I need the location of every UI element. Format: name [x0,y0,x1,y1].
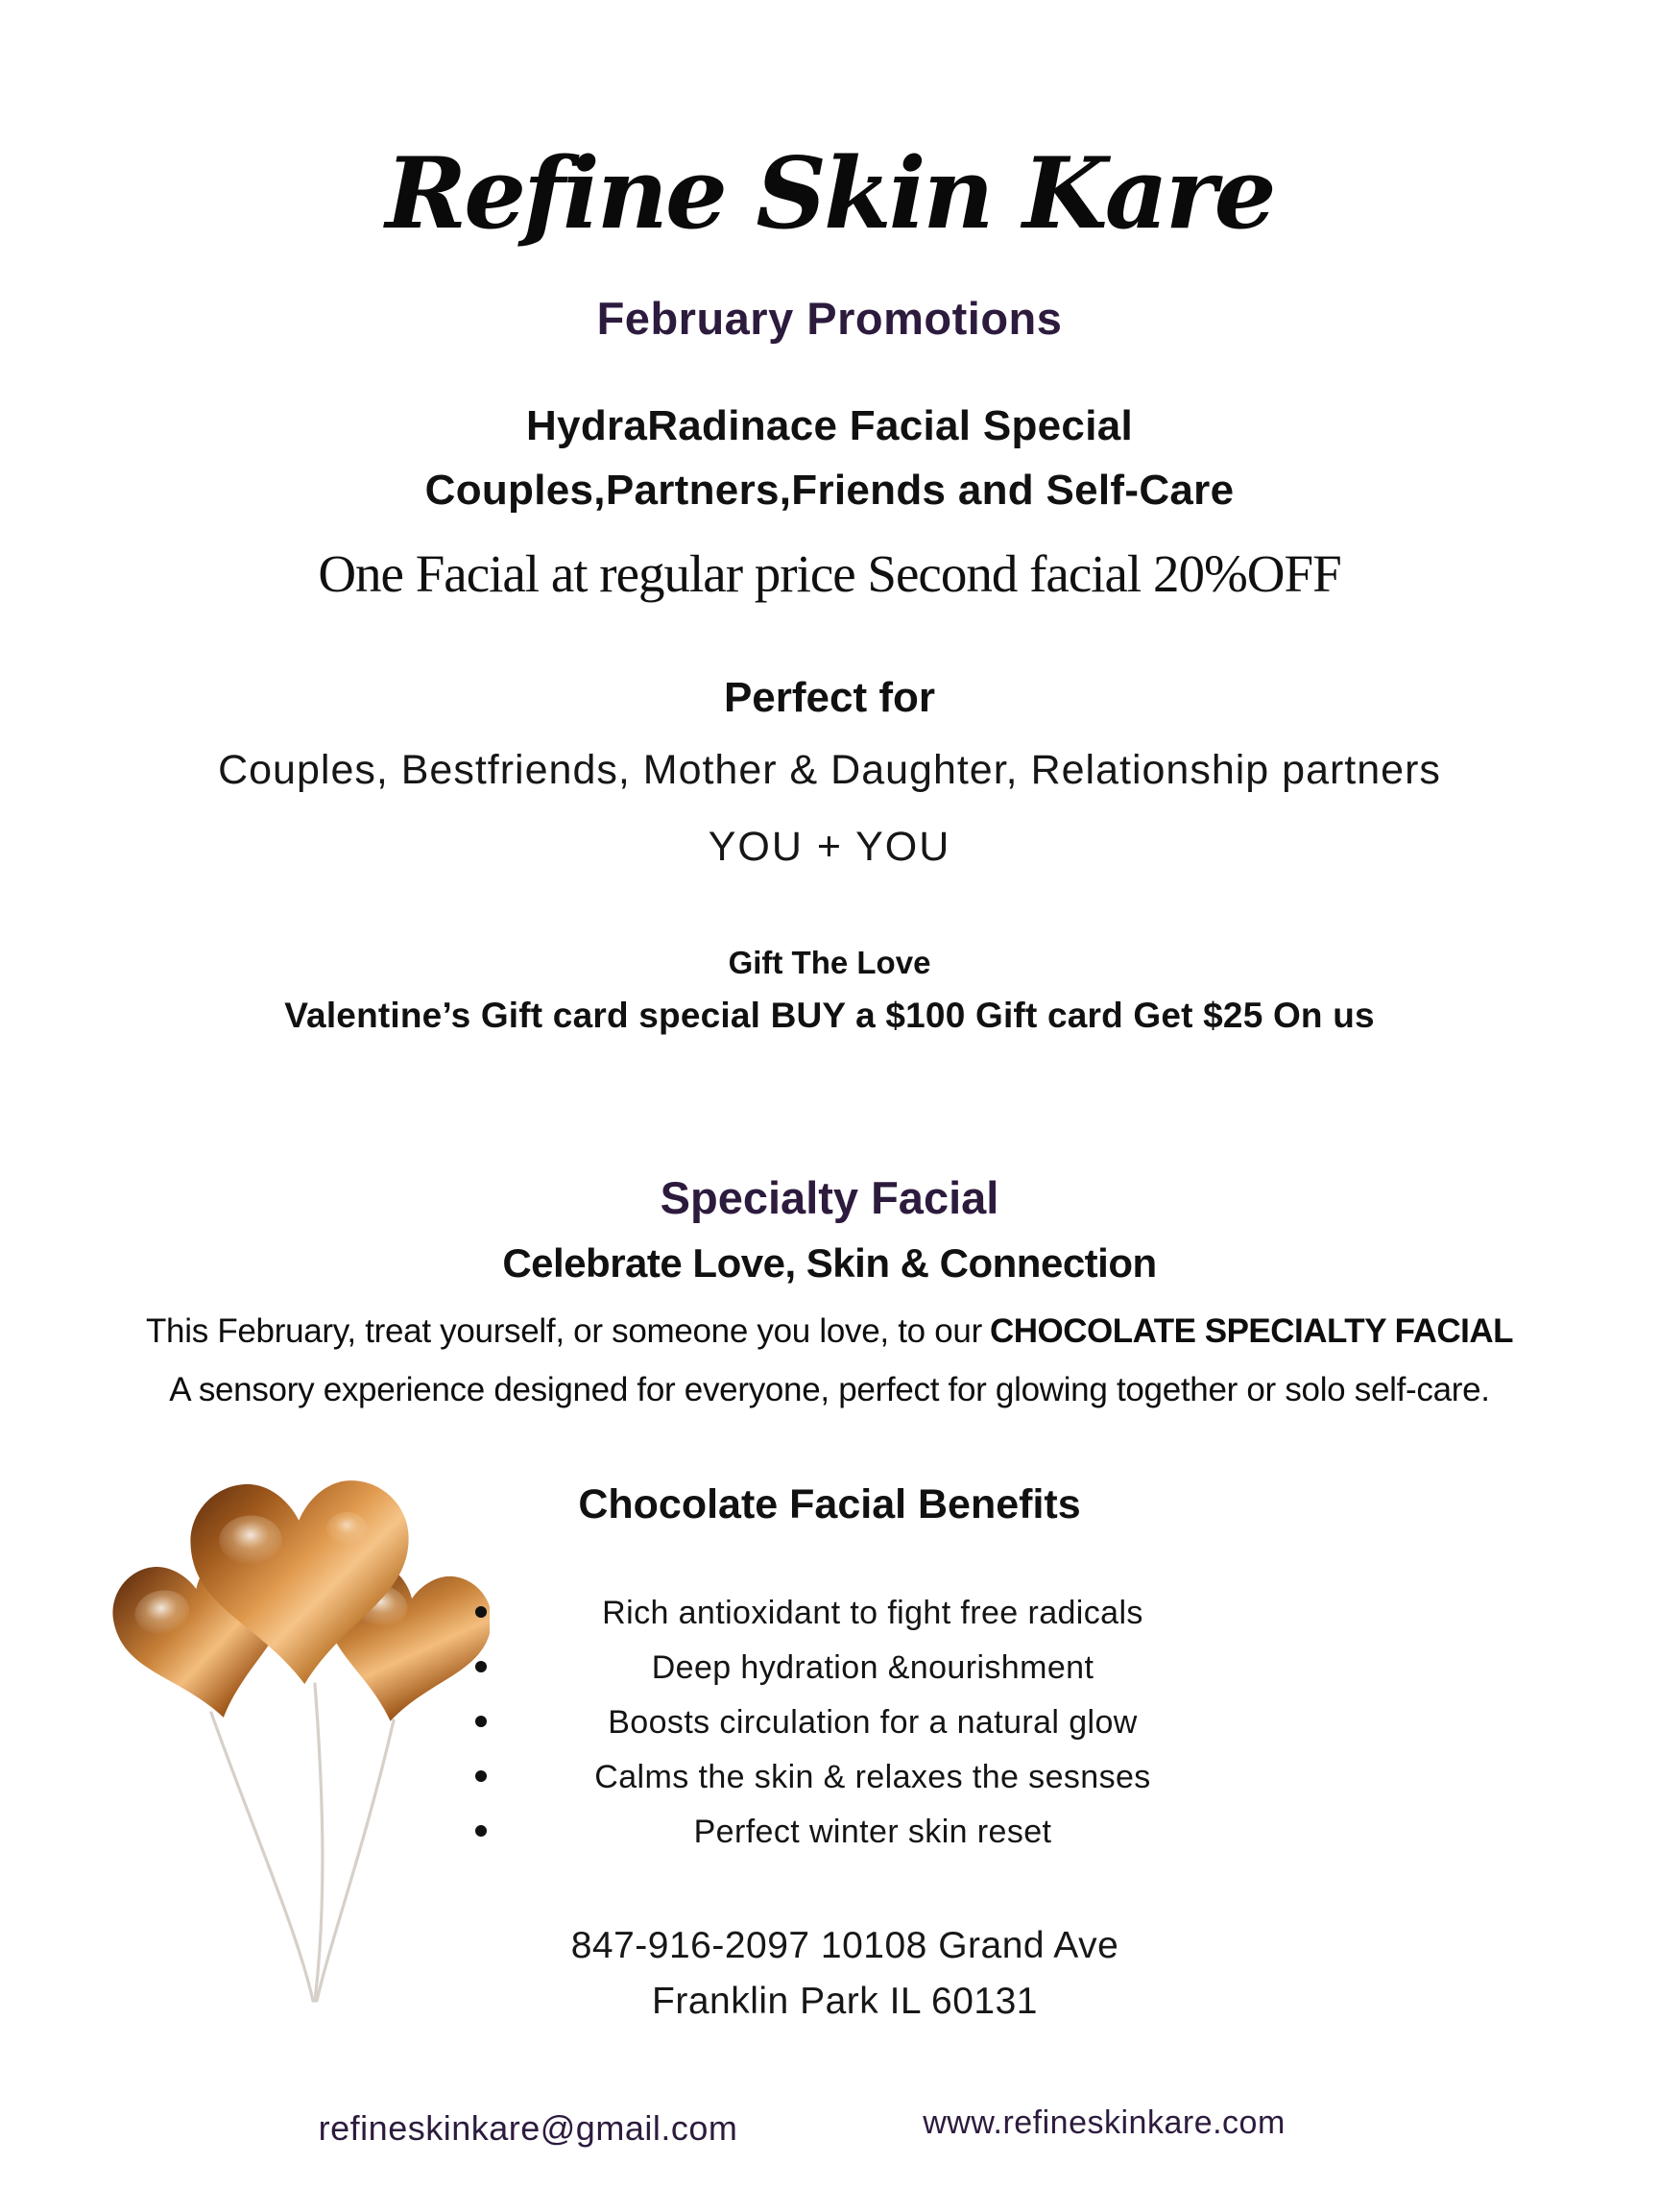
phone-address-line: 847-916-2097 10108 Grand Ave [570,1925,1119,1966]
city-line: Franklin Park IL 60131 [652,1981,1038,2022]
hydra-special-line1: HydraRadinace Facial Special [525,402,1134,449]
contact-email: refineskinkare@gmail.com [318,2108,738,2148]
benefit-text: Calms the skin & relaxes the sesnses [594,1759,1151,1795]
gift-the-love-heading: Gift The Love [728,945,931,980]
celebrate-subheading: Celebrate Love, Skin & Connection [502,1240,1157,1286]
bullet-dot-icon [475,1825,487,1837]
contact-website: www.refineskinkare.com [923,2104,1286,2141]
bullet-dot-icon [475,1716,487,1727]
benefit-text: Rich antioxidant to fight free radicals [602,1595,1143,1631]
february-promotions-heading: February Promotions [596,293,1063,344]
hydra-special-line2: Couples,Partners,Friends and Self-Care [424,467,1235,514]
benefit-text: Perfect winter skin reset [693,1814,1052,1850]
bullet-dot-icon [475,1770,487,1782]
contact-address-block [442,1918,1248,2030]
benefit-text: Deep hydration &nourishment [651,1649,1094,1686]
list-item [475,1805,1243,1860]
specialty-body-pre: This February, treat yourself, or someone you love, to our [145,1312,982,1350]
heart-balloons-image [108,1480,490,2018]
bullet-dot-icon [475,1606,487,1618]
list-item [475,1641,1243,1695]
perfect-for-audience: Couples, Bestfriends, Mother & Daughter, Relationship partners [218,747,1441,793]
chocolate-facial-highlight: CHOCOLATE SPECIALTY FACIAL [989,1312,1514,1350]
benefits-list [475,1586,1243,1860]
list-item [475,1586,1243,1641]
specialty-body-line2: A sensory experience designed for everyone, perfect for glowing together or solo self-care. [169,1371,1490,1408]
benefit-text: Boosts circulation for a natural glow [608,1704,1138,1741]
gift-card-offer-text: Valentine’s Gift card special BUY a $100 Gift card Get $25 On us [284,996,1375,1035]
specialty-facial-heading: Specialty Facial [660,1172,999,1223]
bullet-dot-icon [475,1661,487,1672]
hydra-special-heading [0,394,1659,522]
brand-title: Refine Skin Kare [385,136,1274,252]
balloon-strings [211,1684,394,2001]
benefits-heading: Chocolate Facial Benefits [578,1481,1081,1527]
you-plus-you-text: YOU + YOU [708,824,951,870]
perfect-for-heading: Perfect for [723,674,936,721]
specialty-body-text [0,1302,1659,1419]
list-item [475,1695,1243,1750]
facial-offer-text: One Facial at regular price Second facial 20%OFF [318,544,1341,603]
list-item [475,1750,1243,1805]
